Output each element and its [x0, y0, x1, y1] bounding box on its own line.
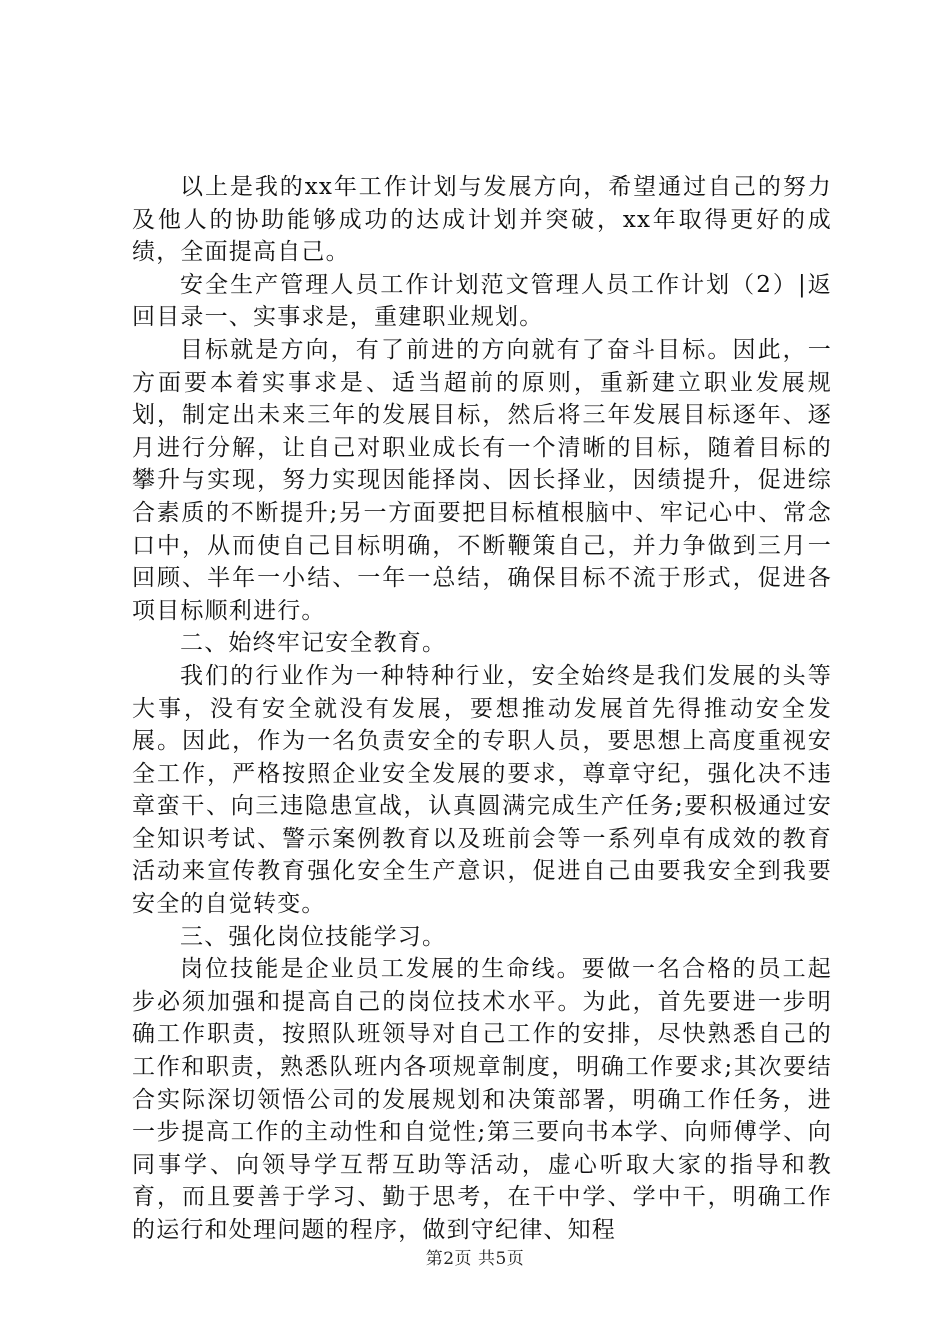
- document-body: [132, 171, 832, 1247]
- paragraph-safety-education: 我们的行业作为一种特种行业，安全始终是我们发展的头等大事，没有安全就没有发展，要想推动发展首先得推动安全发展。因此，作为一名负责安全的专职人员，要思想上高度重视安全工作，严格按照企业安全发展的要求，尊章守纪，强化决不违章蛮干、向三违隐患宣战，认真圆满完成生产任务;要积极通过安全知识考试、警示案例教育以及班前会等一系列卓有成效的教育活动来宣传教育强化安全生产意识，促进自己由要我安全到我要安全的自觉转变。: [132, 662, 832, 918]
- heading-safety-education: 二、始终牢记安全教育。: [180, 630, 447, 657]
- heading-job-skills: 三、强化岗位技能学习。: [180, 923, 447, 950]
- paragraph-section-title: 安全生产管理人员工作计划范文管理人员工作计划（2）|返回目录一、实事求是，重建职业规划。: [132, 271, 832, 331]
- paragraph-conclusion: 以上是我的xx年工作计划与发展方向，希望通过自己的努力及他人的协助能够成功的达成计划并突破，xx年取得更好的成绩，全面提高自己。: [132, 174, 832, 266]
- paragraph-job-skills: 岗位技能是企业员工发展的生命线。要做一名合格的员工起步必须加强和提高自己的岗位技术水平。为此，首先要进一步明确工作职责，按照队班领导对自己工作的安排，尽快熟悉自己的工作和职责，熟悉队班内各项规章制度，明确工作要求;其次要结合实际深切领悟公司的发展规划和决策部署，明确工作任务，进一步提高工作的主动性和自觉性;第三要向书本学、向师傅学、向同事学、向领导学互帮互助等活动，虚心听取大家的指导和教育，而且要善于学习、勤于思考，在干中学、学中干，明确工作的运行和处理问题的程序，做到守纪律、知程: [132, 956, 832, 1243]
- page-number-footer: 第2页 共5页: [425, 1249, 525, 1269]
- paragraph-career-planning: 目标就是方向，有了前进的方向就有了奋斗目标。因此，一方面要本着实事求是、适当超前的原则，重新建立职业发展规划，制定出未来三年的发展目标，然后将三年发展目标逐年、逐月进行分解，让自己对职业成长有一个清晰的目标，随着目标的攀升与实现，努力实现因能择岗、因长择业，因绩提升，促进综合素质的不断提升;另一方面要把目标植根脑中、牢记心中、常念口中，从而使自己目标明确，不断鞭策自己，并力争做到三月一回顾、半年一小结、一年一总结，确保目标不流于形式，促进各项目标顺利进行。: [132, 336, 832, 624]
